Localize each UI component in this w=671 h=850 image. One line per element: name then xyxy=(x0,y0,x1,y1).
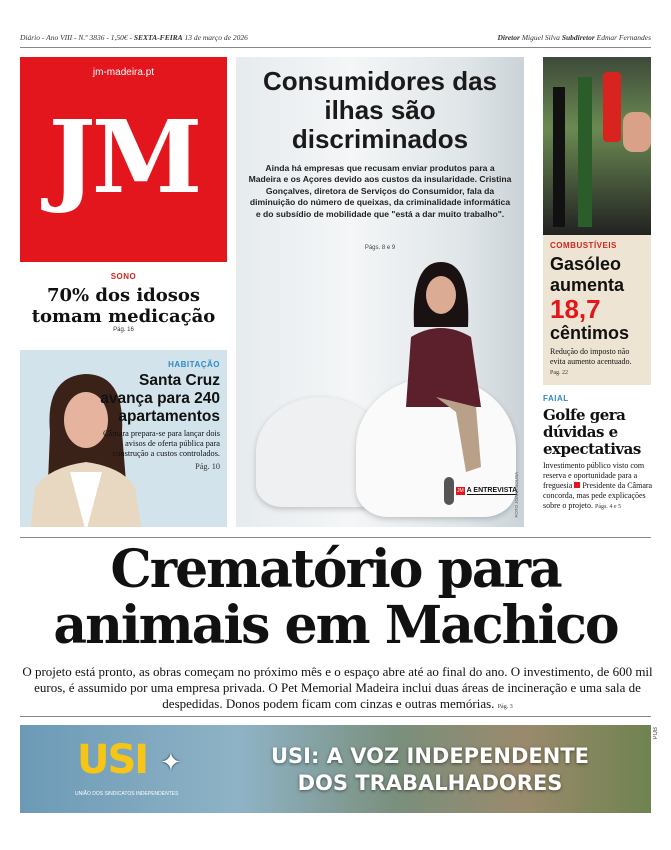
usi-subtitle: UNIÃO DOS SINDICATOS INDEPENDENTES xyxy=(75,791,179,797)
story-title: Gasóleo aumenta xyxy=(550,254,625,295)
main-lead: Ainda há empresas que recusam enviar produtos para a Madeira e os Açores devido aos custos da insularidade. Cristina Gonçalves, diretora de Serviços do Consumidor, fala da diminuição do número de queixas, da criminalidade informática e do subsídio de mobilidade que "está a dar muito trabalho". xyxy=(248,163,512,219)
page-ref: Pág. 10 xyxy=(195,462,220,471)
page-ref: Pág. 16 xyxy=(113,327,134,333)
interviewee-photo xyxy=(396,257,486,477)
lead-headline[interactable]: Crematório para animais em Machico xyxy=(53,539,618,656)
story-title: 70% dos idosos tomam medicação xyxy=(31,285,216,327)
kicker: HABITAÇÃO xyxy=(168,360,220,369)
combustiveis-story[interactable] xyxy=(543,235,651,385)
ad-line-2: DOS TRABALHADORES xyxy=(297,771,563,795)
story-title: Santa Cruz avança para 240 apartamentos xyxy=(100,372,220,425)
main-headline: Consumidores das ilhas são discriminados xyxy=(262,66,498,154)
pub-label: PUB xyxy=(653,727,659,740)
interview-badge xyxy=(444,477,517,505)
deck-text: O projeto está pronto, as obras começam no próximo mês e o espaço abre até ao final do ano. O investimento, de 600 mil euros, é assumido por uma empresa privada. O Pet Memorial Madeira inclui duas áreas de incineração e uma sala de despedidas. Donos podem ficam com cinzas e outras memórias. xyxy=(22,664,653,711)
story-title: Golfe gera dúvidas e expectativas xyxy=(543,406,641,458)
page-ref: Págs. 8 e 9 xyxy=(364,245,396,251)
price-increase-value: 18,7 xyxy=(550,294,601,324)
edition-info: Diário - Ano VIII - N.º 3836 - 1,50€ - SEXTA-FEIRA 13 de março de 2026 xyxy=(20,33,248,42)
main-story[interactable] xyxy=(236,57,524,527)
story-summary: Redução do imposto não evita aumento acentuado. xyxy=(550,347,632,366)
kicker: COMBUSTÍVEIS xyxy=(550,241,617,250)
photo-credit: FOTO JOANA SOUSA xyxy=(514,472,519,518)
page-ref: Págs. 4 e 5 xyxy=(595,504,621,510)
usi-logo: USI xyxy=(77,737,148,783)
badge-label: A ENTREVISTA xyxy=(466,487,518,494)
kicker: FAIAL xyxy=(543,394,569,403)
fuel-pump-photo xyxy=(543,57,651,235)
story-summary-2: Presidente da Câmara concorda, mas pede explicações sobre o projeto. xyxy=(543,481,653,510)
habitacao-story[interactable] xyxy=(20,350,227,527)
lead-deck xyxy=(15,664,660,715)
microphone-icon xyxy=(444,477,454,505)
kicker: SONO xyxy=(110,272,137,281)
site-url[interactable]: jm-madeira.pt xyxy=(92,67,155,78)
faial-story[interactable] xyxy=(543,394,653,512)
page-ref: Pag. 22 xyxy=(550,370,568,376)
compass-star-icon: ✦ xyxy=(160,747,182,777)
logo-text: JM xyxy=(48,98,199,216)
divider xyxy=(20,716,651,717)
sono-story[interactable] xyxy=(20,272,227,333)
story-summary: Investimento público visto com reserva e oportunidade para a freguesia xyxy=(543,461,645,490)
jm-logo[interactable] xyxy=(20,57,227,262)
masthead-bar xyxy=(20,33,651,42)
page-ref: Pág. 3 xyxy=(497,704,513,710)
staff-info: Diretor Miguel Silva Subdiretor Edmar Fernandes xyxy=(497,33,651,42)
usi-advertisement[interactable] xyxy=(20,725,651,813)
divider xyxy=(20,537,651,538)
divider xyxy=(20,47,651,48)
ad-line-1: USI: A VOZ INDEPENDENTE xyxy=(270,744,590,768)
story-summary: Câmara prepara-se para lançar dois avisos de oferta pública para construção a custos controlados. xyxy=(102,429,220,458)
bullet-square-icon xyxy=(574,482,580,488)
badge-logo: JM xyxy=(457,488,464,494)
story-title-unit: cêntimos xyxy=(550,323,630,343)
